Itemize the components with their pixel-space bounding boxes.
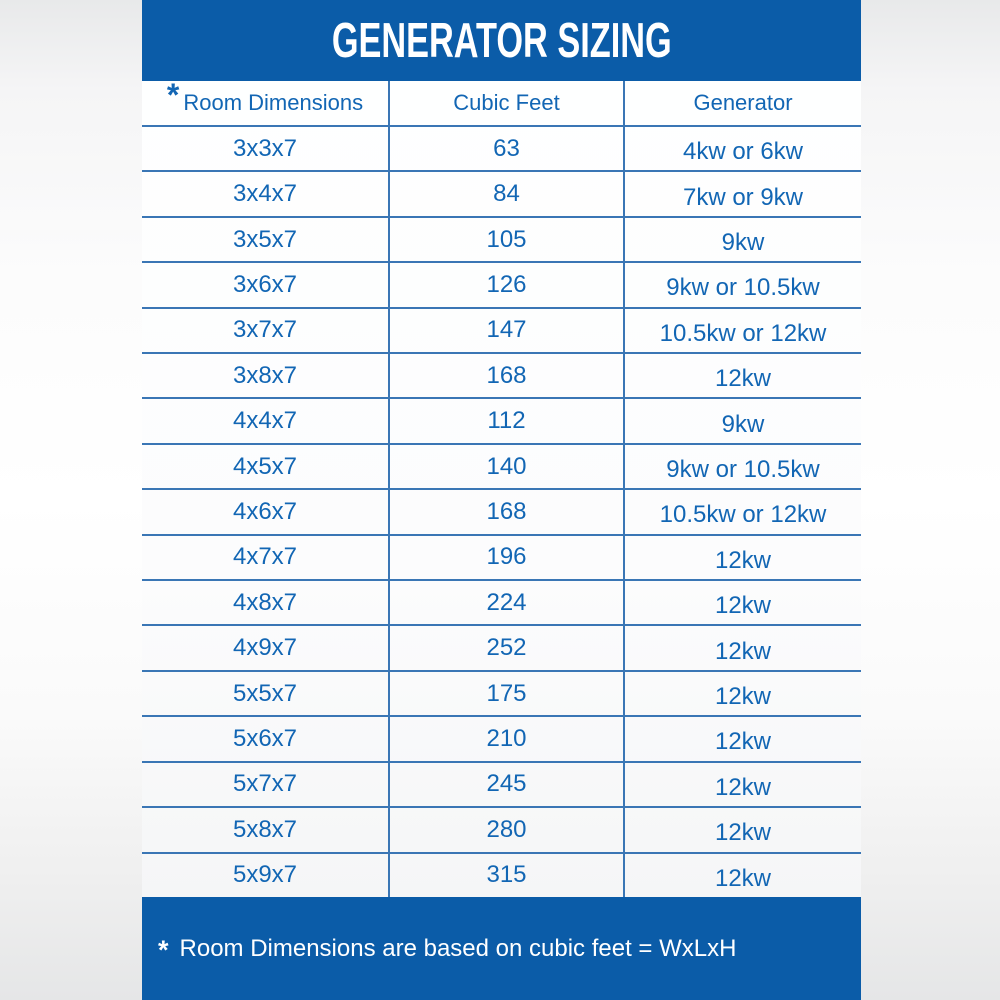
room-dimensions-cell: 5x5x7	[142, 672, 390, 715]
table-row	[142, 309, 861, 354]
room-dimensions-cell: 4x6x7	[142, 490, 390, 533]
generator-cell: 12kw	[714, 637, 772, 665]
cubic-feet-cell: 112	[390, 399, 625, 442]
generator-sizing-panel	[142, 0, 861, 1000]
generator-cell: 12kw	[714, 365, 772, 393]
generator-cell: 10.5kw or 12kw	[659, 319, 827, 347]
cubic-feet-cell: 315	[390, 854, 625, 897]
cubic-feet-cell: 168	[390, 354, 625, 397]
generator-cell: 10.5kw or 12kw	[659, 501, 827, 529]
cubic-feet-cell: 252	[390, 626, 625, 669]
cubic-feet-cell: 84	[390, 172, 625, 215]
generator-cell: 12kw	[714, 864, 772, 892]
asterisk-mark: *	[166, 76, 180, 113]
table-row	[142, 127, 861, 172]
table-row	[142, 354, 861, 399]
cubic-feet-cell: 224	[390, 581, 625, 624]
generator-cell: 9kw	[721, 410, 765, 438]
room-dimensions-cell: 4x5x7	[142, 445, 390, 488]
cubic-feet-cell: 280	[390, 808, 625, 851]
table-row	[142, 763, 861, 808]
room-dimensions-cell: 3x3x7	[142, 127, 390, 170]
generator-cell: 9kw	[721, 229, 765, 257]
cubic-feet-cell: 245	[390, 763, 625, 806]
footnote-text: Room Dimensions are based on cubic feet = WxLxH	[179, 934, 737, 962]
cubic-feet-cell: 210	[390, 717, 625, 760]
table-row	[142, 263, 861, 308]
room-dimensions-cell: 4x9x7	[142, 626, 390, 669]
header-room-dimensions-label: Room Dimensions	[183, 90, 364, 115]
table-row	[142, 536, 861, 581]
room-dimensions-cell: 5x8x7	[142, 808, 390, 851]
table-row	[142, 581, 861, 626]
footnote-asterisk: *	[158, 935, 169, 965]
footnote-band	[142, 897, 861, 1000]
table-row	[142, 218, 861, 263]
generator-cell: 12kw	[714, 546, 772, 574]
generator-cell: 7kw or 9kw	[682, 183, 804, 211]
table-row	[142, 445, 861, 490]
room-dimensions-cell: 5x7x7	[142, 763, 390, 806]
title-band	[142, 0, 861, 81]
table-row	[142, 626, 861, 671]
generator-cell: 12kw	[714, 728, 772, 756]
table-row	[142, 490, 861, 535]
cubic-feet-cell: 175	[390, 672, 625, 715]
generator-cell: 12kw	[714, 773, 772, 801]
generator-cell: 9kw or 10.5kw	[666, 456, 820, 484]
cubic-feet-cell: 63	[390, 127, 625, 170]
generator-cell: 4kw or 6kw	[682, 138, 804, 166]
room-dimensions-cell: 5x6x7	[142, 717, 390, 760]
cubic-feet-cell: 126	[390, 263, 625, 306]
table-row	[142, 854, 861, 897]
room-dimensions-cell: 3x5x7	[142, 218, 390, 261]
sizing-table	[142, 76, 861, 897]
room-dimensions-cell: 3x4x7	[142, 172, 390, 215]
cubic-feet-cell: 140	[390, 445, 625, 488]
cubic-feet-cell: 147	[390, 309, 625, 352]
room-dimensions-cell: 3x6x7	[142, 263, 390, 306]
room-dimensions-cell: 5x9x7	[142, 854, 390, 897]
page-title: GENERATOR SIZING	[331, 13, 672, 68]
cubic-feet-cell: 105	[390, 218, 625, 261]
table-row	[142, 808, 861, 853]
room-dimensions-cell: 3x7x7	[142, 309, 390, 352]
generator-cell: 12kw	[714, 683, 772, 711]
table-row	[142, 399, 861, 444]
room-dimensions-cell: 4x8x7	[142, 581, 390, 624]
table-row	[142, 172, 861, 217]
header-cubic-feet: Cubic Feet	[390, 81, 625, 125]
cubic-feet-cell: 168	[390, 490, 625, 533]
header-room-dimensions	[142, 76, 390, 125]
generator-cell: 12kw	[714, 819, 772, 847]
generator-cell: 12kw	[714, 592, 772, 620]
table-row	[142, 672, 861, 717]
room-dimensions-cell: 4x4x7	[142, 399, 390, 442]
room-dimensions-cell: 3x8x7	[142, 354, 390, 397]
generator-cell: 9kw or 10.5kw	[666, 274, 820, 302]
table-row	[142, 717, 861, 762]
room-dimensions-cell: 4x7x7	[142, 536, 390, 579]
header-generator: Generator	[693, 90, 793, 115]
cubic-feet-cell: 196	[390, 536, 625, 579]
table-header-row	[142, 76, 861, 127]
